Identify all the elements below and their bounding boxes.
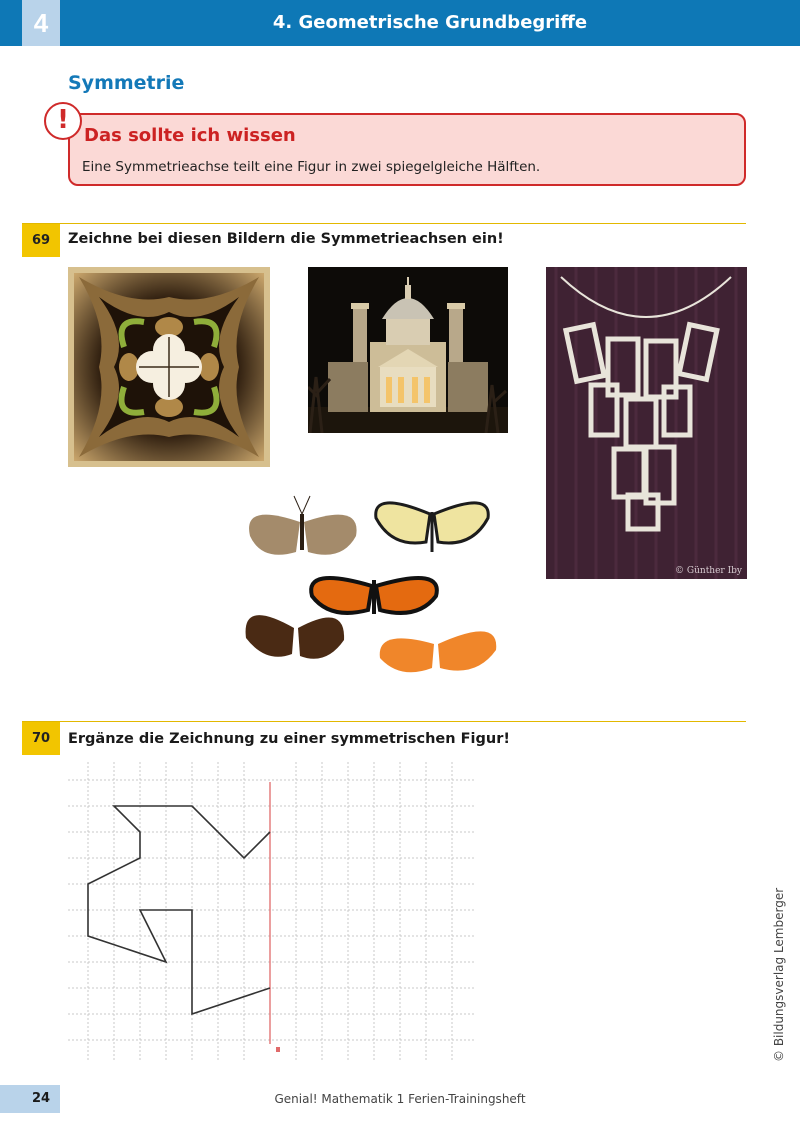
butterflies-image	[236, 478, 508, 688]
exercise-70-instruction: Ergänze die Zeichnung zu einer symmetrischen Figur!	[68, 731, 510, 747]
kaleidoscope-image	[68, 267, 270, 467]
necklace-image	[546, 267, 747, 579]
section-title: Symmetrie	[68, 72, 185, 94]
info-box-text: Eine Symmetrieachse teilt eine Figur in zwei spiegelgleiche Hälften.	[82, 159, 541, 175]
given-half-figure	[88, 806, 270, 1014]
exercise-70-rule	[22, 721, 746, 722]
info-box-title: Das sollte ich wissen	[84, 125, 296, 146]
chapter-number: 4	[33, 8, 49, 38]
book-title: Genial! Mathematik 1 Ferien-Trainingsheft	[274, 1092, 526, 1106]
chapter-title: 4. Geometrische Grundbegriffe	[272, 12, 588, 33]
chapter-number-box	[22, 0, 60, 46]
exercise-70-number: 70	[22, 722, 60, 755]
exercise-69-rule	[22, 223, 746, 224]
church-image	[308, 267, 508, 433]
exercise-69-instruction: Zeichne bei diesen Bildern die Symmetrieachsen ein!	[68, 231, 504, 247]
exclamation-icon: !	[44, 102, 82, 140]
photo-credit: © Günther Iby	[675, 566, 742, 576]
copyright-notice: © Bildungsverlag Lemberger	[772, 887, 786, 1062]
exercise-69-number: 69	[22, 224, 60, 257]
symmetry-drawing-grid[interactable]	[68, 762, 474, 1062]
page-number: 24	[31, 1091, 51, 1106]
info-box	[68, 113, 746, 186]
